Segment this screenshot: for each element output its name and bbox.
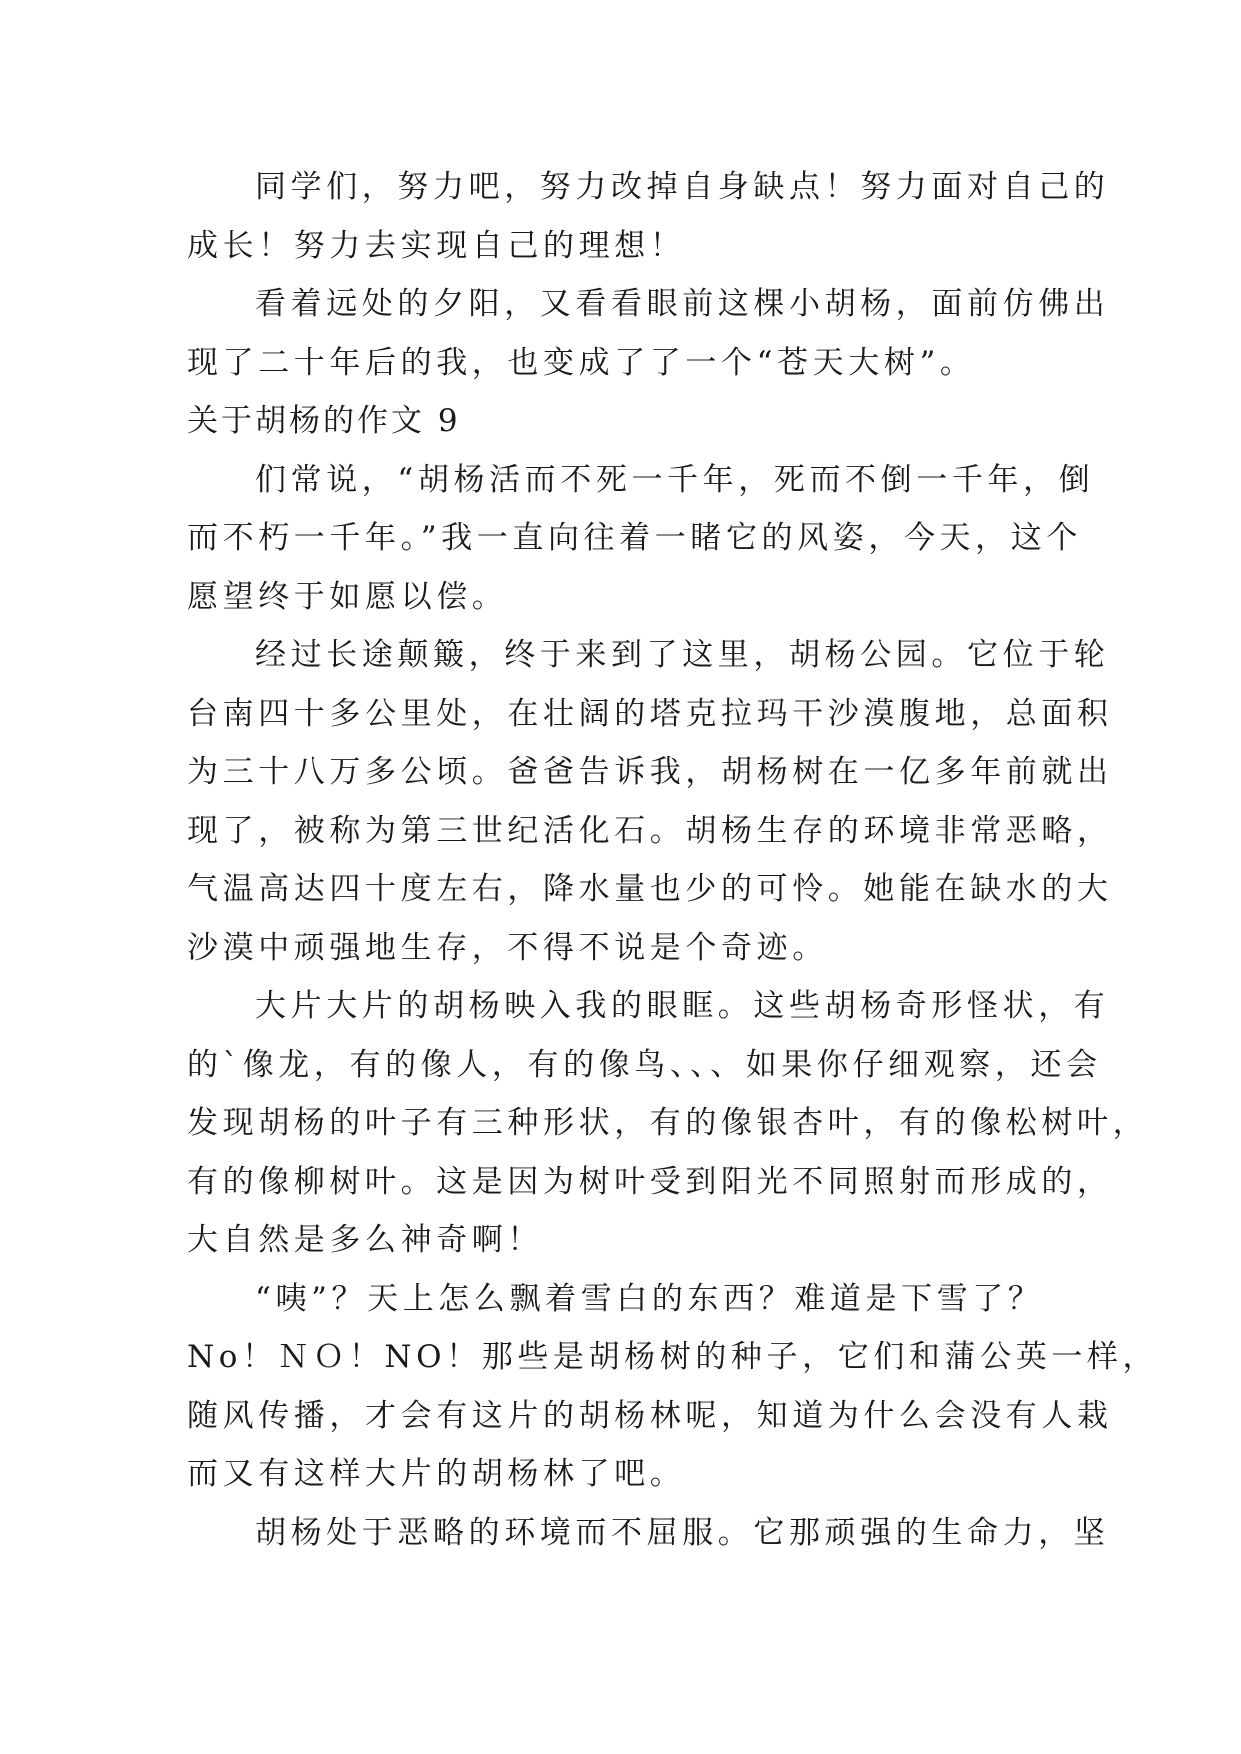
paragraph-line: 而不朽一千年。”我一直向往着一睹它的风姿，今天，这个 bbox=[187, 520, 1082, 556]
paragraph-line: 现了二十年后的我，也变成了了一个“苍天大树”。 bbox=[187, 344, 976, 381]
paragraph-line: 气温高达四十度左右，降水量也少的可怜。她能在缺水的大 bbox=[187, 871, 1113, 907]
paragraph-line: 为三十八万多公顷。爸爸告诉我，胡杨树在一亿多年前就出 bbox=[187, 754, 1113, 790]
paragraph-line: 胡杨处于恶略的环境而不屈服。它那顽强的生命力，坚 bbox=[255, 1514, 1110, 1551]
paragraph-line: 沙漠中顽强地生存，不得不说是个奇迹。 bbox=[187, 929, 828, 966]
paragraph-line: 随风传播，才会有这片的胡杨林呢，知道为什么会没有人栽 bbox=[187, 1397, 1113, 1434]
paragraph-line: 有的像柳树叶。这是因为树叶受到阳光不同照射而形成的， bbox=[187, 1163, 1113, 1200]
document-body bbox=[187, 158, 1159, 1562]
paragraph-line: 大自然是多么神奇啊！ bbox=[187, 1222, 543, 1258]
paragraph-line: 经过长途颠簸，终于来到了这里，胡杨公园。它位于轮 bbox=[255, 637, 1110, 673]
paragraph-line: 们常说，“胡杨活而不死一千年，死而不倒一千年，倒 bbox=[255, 461, 1095, 498]
paragraph-line: 的`像龙，有的像人，有的像鸟、、、如果你仔细观察，还会 bbox=[187, 1046, 1102, 1083]
paragraph-line: 台南四十多公里处，在壮阔的塔克拉玛干沙漠腹地，总面积 bbox=[187, 695, 1113, 732]
paragraph-line: 发现胡杨的叶子有三种形状，有的像银杏叶，有的像松树叶， bbox=[187, 1105, 1149, 1141]
paragraph-line: 看着远处的夕阳，又看看眼前这棵小胡杨，面前仿佛出 bbox=[255, 286, 1110, 322]
paragraph-line: No！ＮＯ！NO！那些是胡杨树的种子，它们和蒲公英一样， bbox=[187, 1339, 1159, 1375]
paragraph-line: 同学们，努力吧，努力改掉自身缺点！努力面对自己的 bbox=[255, 169, 1110, 205]
paragraph-line: 而又有这样大片的胡杨林了吧。 bbox=[187, 1456, 686, 1492]
paragraph-line: 成长！努力去实现自己的理想！ bbox=[187, 227, 686, 264]
paragraph-line: 大片大片的胡杨映入我的眼眶。这些胡杨奇形怪状，有 bbox=[255, 988, 1110, 1024]
section-heading: 关于胡杨的作文 9 bbox=[187, 403, 461, 439]
paragraph-line: “咦”？天上怎么飘着雪白的东西？难道是下雪了？ bbox=[255, 1280, 1044, 1317]
paragraph-line: 现了，被称为第三世纪活化石。胡杨生存的环境非常恶略， bbox=[187, 812, 1113, 849]
paragraph-line: 愿望终于如愿以偿。 bbox=[187, 578, 508, 615]
